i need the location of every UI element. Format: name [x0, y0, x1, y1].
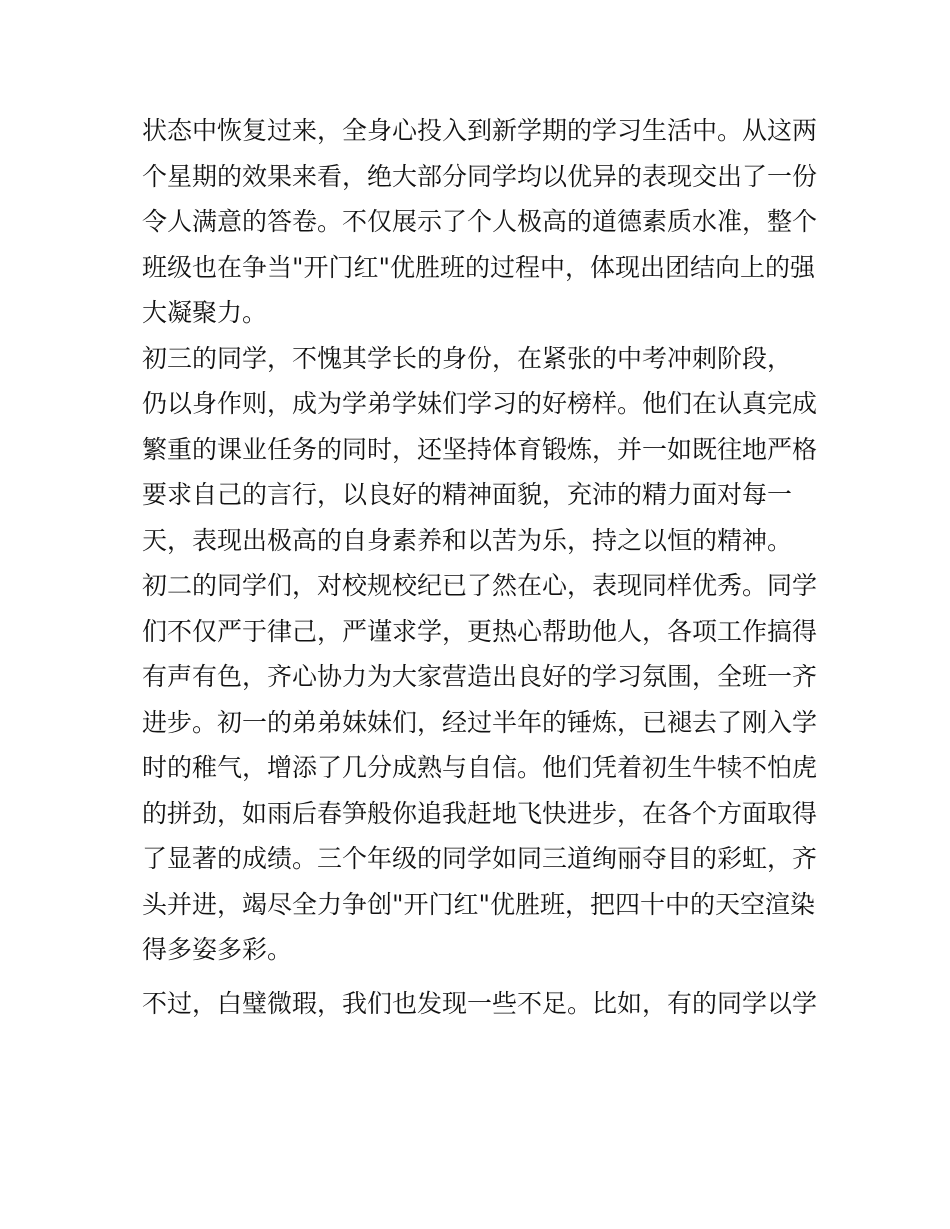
text-line: 初三的同学，不愧其学长的身份，在紧张的中考冲刺阶段，	[142, 343, 793, 373]
text-line: 初二的同学们，对校规校纪已了然在心，表现同样优秀。同学	[142, 571, 818, 600]
paragraph-3	[142, 563, 832, 973]
text-line: 得多姿多彩。	[142, 935, 293, 964]
text-line: 不过，白璧微瑕，我们也发现一些不足。比如，有的同学以学	[142, 988, 818, 1018]
text-line: 了显著的成绩。三个年级的同学如同三道绚丽夺目的彩虹，齐	[142, 844, 818, 873]
document-body	[142, 108, 832, 1026]
text-line: 们不仅严于律己，严谨求学，更热心帮助他人，各项工作搞得	[142, 616, 818, 646]
paragraph-1	[142, 108, 832, 336]
text-line: 要求自己的言行，以良好的精神面貌，充沛的精力面对每一	[142, 480, 793, 509]
text-line: 繁重的课业任务的同时，还坚持体育锻炼，并一如既往地严格	[142, 434, 818, 464]
text-line: 状态中恢复过来，全身心投入到新学期的学习生活中。从这两	[142, 116, 818, 145]
paragraph-2	[142, 336, 832, 564]
text-line: 时的稚气，增添了几分成熟与自信。他们凭着初生牛犊不怕虎	[142, 753, 818, 782]
text-line: 头并进，竭尽全力争创"开门红"优胜班，把四十中的天空渲染	[142, 889, 816, 919]
paragraph-spacer	[142, 973, 832, 981]
text-line: 的拼劲，如雨后春笋般你追我赶地飞快进步，在各个方面取得	[142, 798, 818, 828]
text-line: 天，表现出极高的自身素养和以苦为乐，持之以恒的精神。	[142, 525, 793, 555]
paragraph-4	[142, 981, 832, 1027]
text-line: 个星期的效果来看，绝大部分同学均以优异的表现交出了一份	[142, 161, 818, 191]
text-line: 有声有色，齐心协力为大家营造出良好的学习氛围，全班一齐	[142, 662, 818, 691]
text-line: 仍以身作则，成为学弟学妹们学习的好榜样。他们在认真完成	[142, 389, 818, 418]
text-line: 令人满意的答卷。不仅展示了个人极高的道德素质水准，整个	[142, 207, 818, 236]
text-line: 大凝聚力。	[142, 298, 268, 327]
text-line: 班级也在争当"开门红"优胜班的过程中，体现出团结向上的强	[142, 252, 816, 282]
text-line: 进步。初一的弟弟妹妹们，经过半年的锤炼，已褪去了刚入学	[142, 707, 818, 737]
